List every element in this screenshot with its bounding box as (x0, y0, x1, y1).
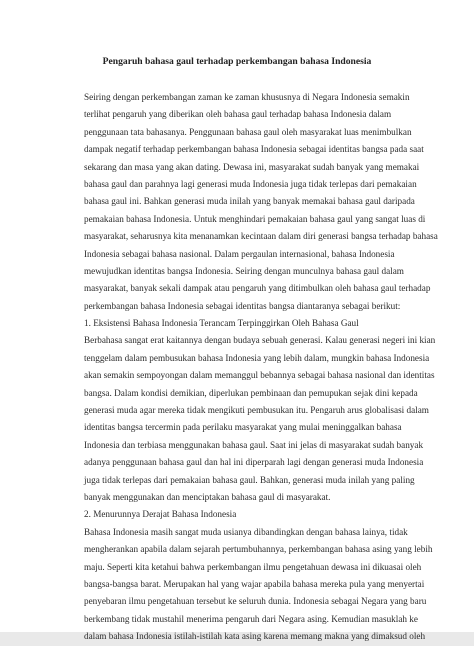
body-text-line: dampak negatif terhadap perkembangan bahasa Indonesia sebagai identitas bangsa pada saat (84, 144, 424, 155)
body-text-line: mewujudkan identitas bangsa Indonesia. Seiring dengan munculnya bahasa gaul dalam (84, 265, 404, 276)
body-text-line: banyak menggunakan dan menciptakan bahasa gaul di masyarakat. (84, 491, 331, 502)
body-text-line: bahasa gaul ini. Bahkan generasi muda inilah yang banyak memakai bahasa gaul daripada (84, 196, 415, 207)
body-text-line: masyarakat, banyak sekali dampak atau pengaruh yang ditimbulkan oleh bahasa gaul terhadap (84, 283, 431, 294)
body-text-line: bangsa-bangsa barat. Merupakan hal yang wajar apabila bahasa mereka pula yang menyertai (84, 578, 425, 589)
body-text-line: akan semakin sempoyongan dalam memanggul bebannya sebagai bahasa nasional dan identitas (84, 370, 435, 381)
body-text-line: penyebaran ilmu pengetahuan tersebut ke seluruh dunia. Indonesia sebagai Negara yang baru (84, 596, 427, 607)
body-text-line: sekarang dan masa yang akan dating. Dewasa ini, masyarakat sudah banyak yang memakai (84, 161, 420, 172)
body-text-line: tenggelam dalam pembusukan bahasa Indonesia yang lebih dalam, mungkin bahasa Indonesia (84, 352, 430, 363)
body-text-line: juga tidak terlepas dari pemakaian bahasa gaul. Bahkan, generasi muda inilah yang paling (84, 474, 415, 485)
body-text-line: Indonesia dan terbiasa menggunakan bahasa gaul. Saat ini jelas di masyarakat sudah banyak (84, 439, 424, 450)
body-text-line: perkembangan bahasa Indonesia sebagai identitas bangsa diantaranya sebagai berikut: (84, 300, 401, 311)
body-text-line: 1. Eksistensi Bahasa Indonesia Terancam Terpinggirkan Oleh Bahasa Gaul (84, 318, 359, 329)
body-text-line: adanya penggunaan bahasa gaul dan hal ini diperparah lagi dengan generasi muda Indonesia (84, 457, 424, 468)
body-text-line: 2. Menurunnya Derajat Bahasa Indonesia (84, 509, 237, 520)
body-text-line: pemakaian bahasa Indonesia. Untuk menghindari pemakaian bahasa gaul yang sangat luas di (84, 213, 426, 224)
body-text-line: terlihat pengaruh yang diberikan oleh bahasa gaul terhadap bahasa Indonesia dalam (84, 109, 392, 120)
document-title: Pengaruh bahasa gaul terhadap perkembangan bahasa Indonesia (102, 56, 372, 67)
body-text-line: bahasa gaul dan parahnya lagi generasi muda Indonesia juga tidak terlepas dari pemakaian (84, 178, 417, 189)
body-text-line: identitas bangsa tercermin pada perilaku masyarakat yang mulai meninggalkan bahasa (84, 422, 402, 433)
body-text-line: Bahasa Indonesia masih sangat muda usianya dibandingkan dengan bahasa lainya, tidak (84, 526, 408, 537)
body-text-line: Seiring dengan perkembangan zaman ke zaman khususnya di Negara Indonesia semakin (84, 92, 410, 102)
document-body (84, 89, 438, 646)
body-text-line: Berbahasa sangat erat kaitannya dengan budaya sebuah generasi. Kalau generasi negeri ini kian (84, 335, 436, 346)
body-text-line: penggunaan tata bahasanya. Penggunaan bahasa gaul oleh masyarakat luas menimbulkan (84, 126, 412, 137)
body-text-line: bangsa. Dalam kondisi demikian, diperlukan pembinaan dan pemupukan sejak dini kepada (84, 387, 418, 398)
body-text-line: Indonesia sebagai bahasa nasional. Dalam pergaulan internasional, bahasa Indonesia (84, 248, 395, 259)
body-text-line: berkembang tidak mustahil menerima pengaruh dari Negara asing. Kemudian masuklah ke (84, 613, 418, 624)
body-text-line: masyarakat, seharusnya kita menanamkan kecintaan dalam diri generasi bangsa terhadap bahasa (84, 231, 438, 242)
body-text-line: dalam bahasa Indonesia istilah-istilah kata asing karena memang makna yang dimaksud oleh (84, 631, 426, 642)
body-text-line: mengherankan apabila dalam sejarah pertumbuhannya, perkembangan bahasa asing yang lebih (84, 544, 433, 555)
body-text-line: maju. Seperti kita ketahui bahwa perkembangan ilmu pengetahuan dewasa ini dikuasai oleh (84, 561, 422, 572)
body-text-line: generasi muda agar mereka tidak mengikuti pembusukan itu. Pengaruh arus globalisasi dalam (84, 405, 429, 416)
